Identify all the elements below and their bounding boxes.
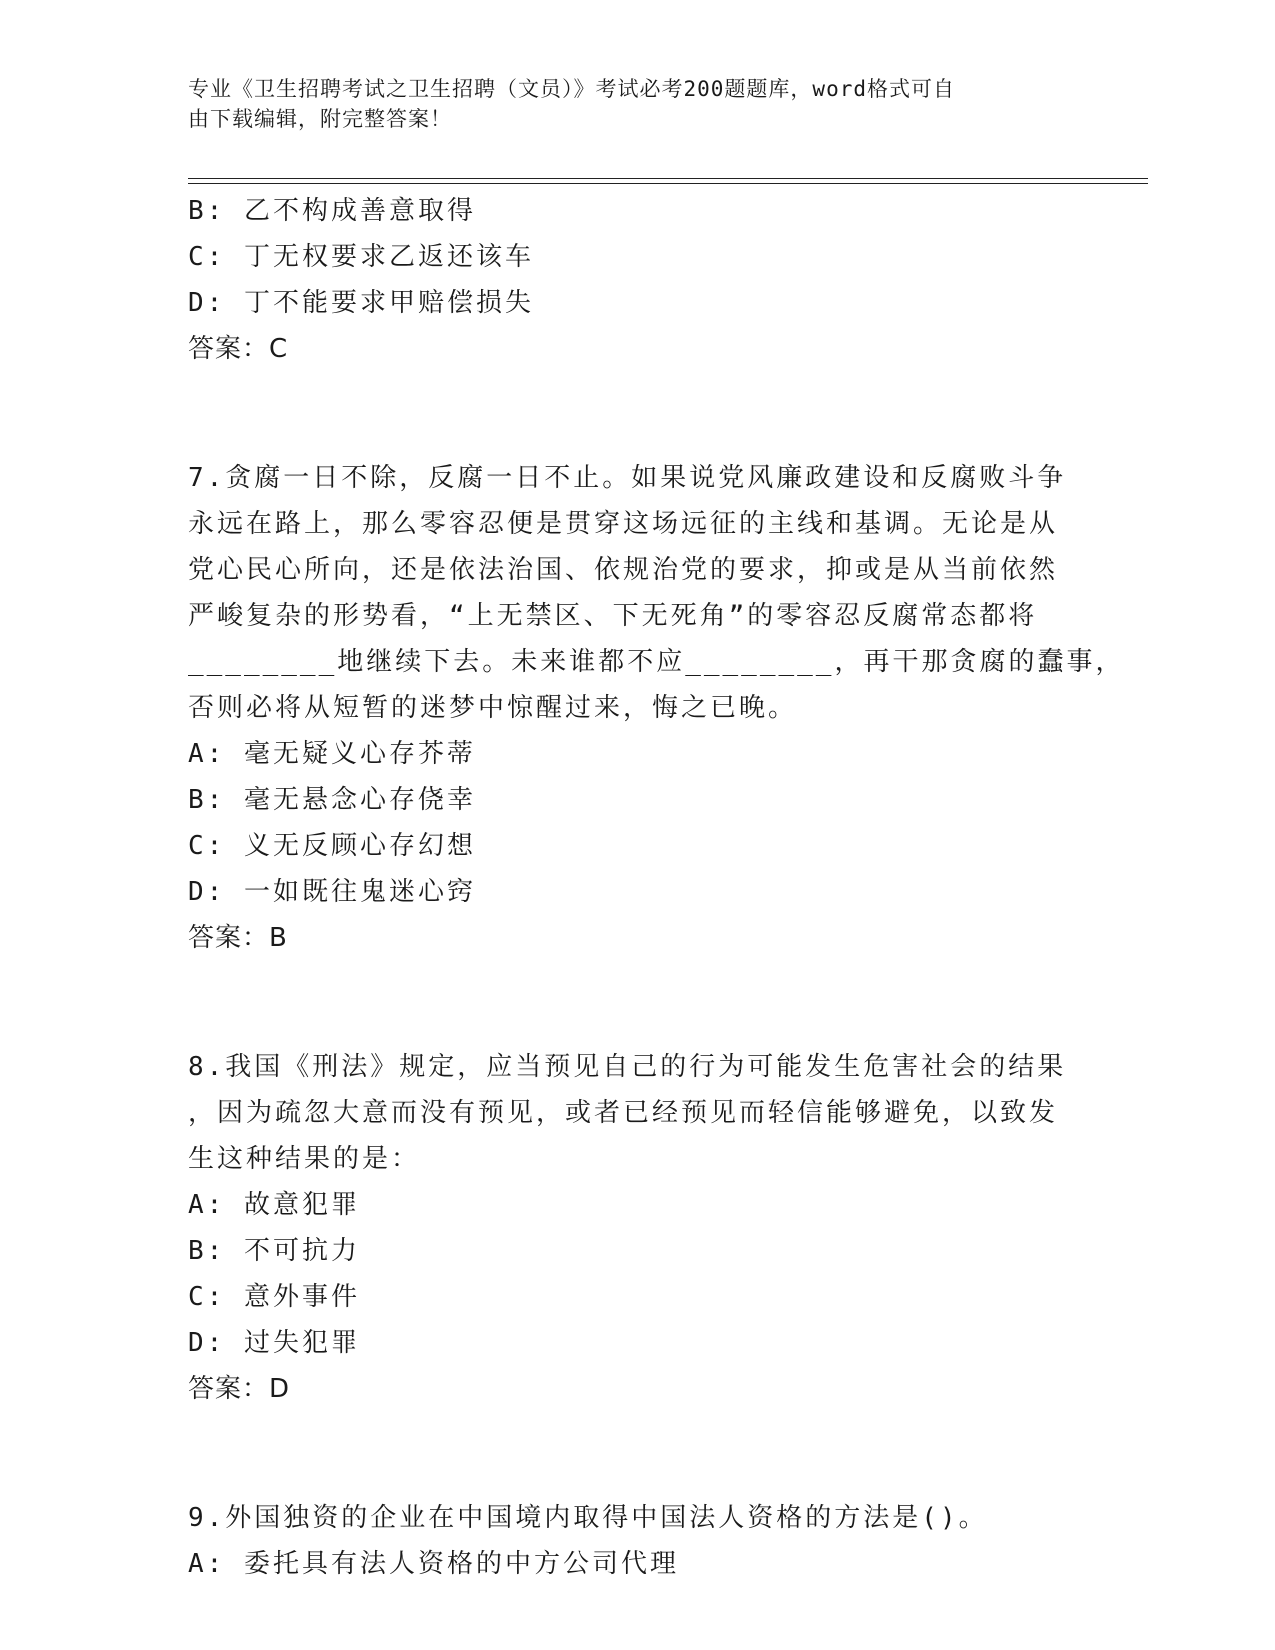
option-a: A: 故意犯罪: [188, 1190, 360, 1220]
option-b: B: 乙不构成善意取得: [188, 196, 476, 226]
question-text-line: 8.我国《刑法》规定，应当预见自己的行为可能发生危害社会的结果: [188, 1052, 1067, 1082]
question-6-tail: [188, 188, 1058, 372]
option-c: C: 义无反顾心存幻想: [188, 831, 476, 861]
header-line-2: 由下载编辑，附完整答案！: [188, 107, 452, 131]
header-divider-bottom: [188, 183, 1148, 184]
option-b: B: 不可抗力: [188, 1236, 360, 1266]
question-text-line: ________地继续下去。未来谁都不应________，再干那贪腐的蠢事，: [188, 647, 1125, 677]
question-text-line: 严峻复杂的形势看，“上无禁区、下无死角”的零容忍反腐常态都将: [188, 601, 1038, 631]
question-list: [188, 188, 1125, 1587]
header-line-1: 专业《卫生招聘考试之卫生招聘（文员）》考试必考200题题库，word格式可自: [188, 77, 955, 101]
spacer: [188, 1412, 1058, 1495]
question-text-line: 永远在路上，那么零容忍便是贯穿这场远征的主线和基调。无论是从: [188, 509, 1059, 539]
option-d: D: 丁不能要求甲赔偿损失: [188, 288, 534, 318]
question-8: [188, 1044, 1067, 1412]
answer: 答案：B: [188, 923, 288, 953]
question-text-line: 否则必将从短暂的迷梦中惊醒过来，悔之已晚。: [188, 693, 798, 723]
spacer: [188, 961, 1058, 1044]
question-text-line: 党心民心所向，还是依法治国、依规治党的要求，抑或是从当前依然: [188, 555, 1059, 585]
spacer: [188, 372, 1058, 455]
option-b: B: 毫无悬念心存侥幸: [188, 785, 476, 815]
question-text-line: 7.贪腐一日不除，反腐一日不止。如果说党风廉政建设和反腐败斗争: [188, 463, 1067, 493]
question-text-line: 生这种结果的是：: [188, 1144, 421, 1174]
option-a: A: 委托具有法人资格的中方公司代理: [188, 1549, 679, 1579]
question-text-line: 9.外国独资的企业在中国境内取得中国法人资格的方法是()。: [188, 1503, 988, 1533]
question-text-line: ，因为疏忽大意而没有预见，或者已经预见而轻信能够避免，以致发: [188, 1098, 1059, 1128]
answer: 答案：C: [188, 334, 289, 364]
question-9: [188, 1495, 1058, 1587]
option-d: D: 一如既往鬼迷心窍: [188, 877, 476, 907]
option-c: C: 意外事件: [188, 1282, 360, 1312]
question-7: [188, 455, 1125, 961]
answer: 答案：D: [188, 1374, 291, 1404]
option-c: C: 丁无权要求乙返还该车: [188, 242, 534, 272]
option-a: A: 毫无疑义心存芥蒂: [188, 739, 476, 769]
option-d: D: 过失犯罪: [188, 1328, 360, 1358]
document-header: [188, 74, 1068, 134]
header-divider-top: [188, 178, 1148, 179]
